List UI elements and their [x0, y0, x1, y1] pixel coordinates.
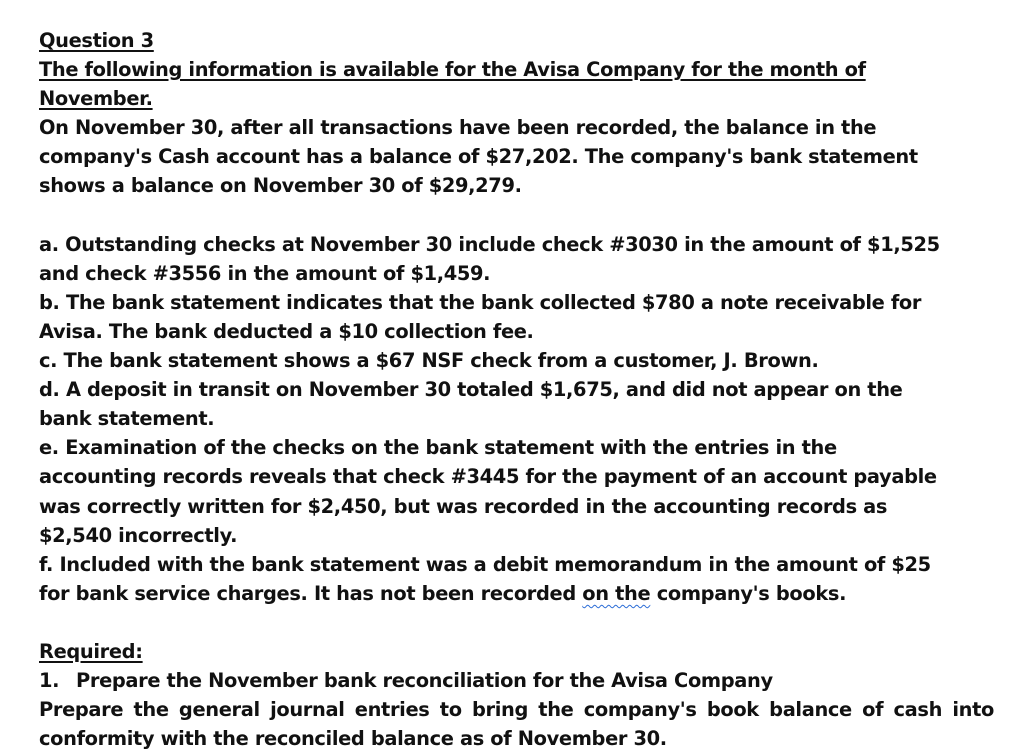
question-title-text: Question 3: [39, 29, 154, 52]
required-heading: Required:: [39, 639, 143, 663]
item-e-line-4: $2,540 incorrectly.: [39, 523, 238, 547]
intro-line-1: The following information is available for the Avisa Company for the month of: [39, 58, 866, 82]
item-e-line-2: accounting records reveals that check #3445 for the payment of an account payable: [39, 465, 937, 489]
intro-line-2: November.: [39, 87, 153, 111]
item-c-line-1: c. The bank statement shows a $67 NSF check from a customer, J. Brown.: [39, 349, 819, 373]
facts-line-3: shows a balance on November 30 of $29,279.: [39, 174, 522, 198]
step-text: Prepare the November bank reconciliation for the Avisa Company: [76, 669, 773, 693]
item-d-line-2: bank statement.: [39, 407, 215, 431]
spellcheck-marked-text: on the: [582, 581, 651, 605]
paragraph-spacer: [39, 608, 999, 637]
item-b-line-2: Avisa. The bank deducted a $10 collection fee.: [39, 319, 534, 343]
item-b-line-1: b. The bank statement indicates that the bank collected $780 a note receivable for: [39, 290, 922, 314]
paragraph-spacer: [39, 201, 999, 230]
journal-instruction-line-1: Prepare the general journal entries to bring the company's book balance of cash into: [39, 698, 994, 722]
item-e-line-1: e. Examination of the checks on the bank statement with the entries in the: [39, 436, 837, 460]
question-title: [39, 26, 999, 55]
item-f-line-2: for bank service charges. It has not been recorded on the company's books.: [39, 581, 847, 605]
item-e-line-3: was correctly written for $2,450, but was recorded in the accounting records as: [39, 494, 888, 518]
item-a-line-2: and check #3556 in the amount of $1,459.: [39, 261, 491, 285]
journal-instruction-line-2: conformity with the reconciled balance as of November 30.: [39, 727, 667, 751]
step-number: 1.: [39, 669, 60, 693]
item-a-line-1: a. Outstanding checks at November 30 include check #3030 in the amount of $1,525: [39, 232, 940, 256]
facts-line-1: On November 30, after all transactions have been recorded, the balance in the: [39, 116, 877, 140]
facts-line-2: company's Cash account has a balance of $27,202. The company's bank statement: [39, 145, 918, 169]
document-body: [39, 26, 999, 753]
item-d-line-1: d. A deposit in transit on November 30 totaled $1,675, and did not appear on the: [39, 378, 903, 402]
item-f-line-1: f. Included with the bank statement was a debit memorandum in the amount of $25: [39, 552, 931, 576]
required-step-1: [39, 666, 999, 695]
